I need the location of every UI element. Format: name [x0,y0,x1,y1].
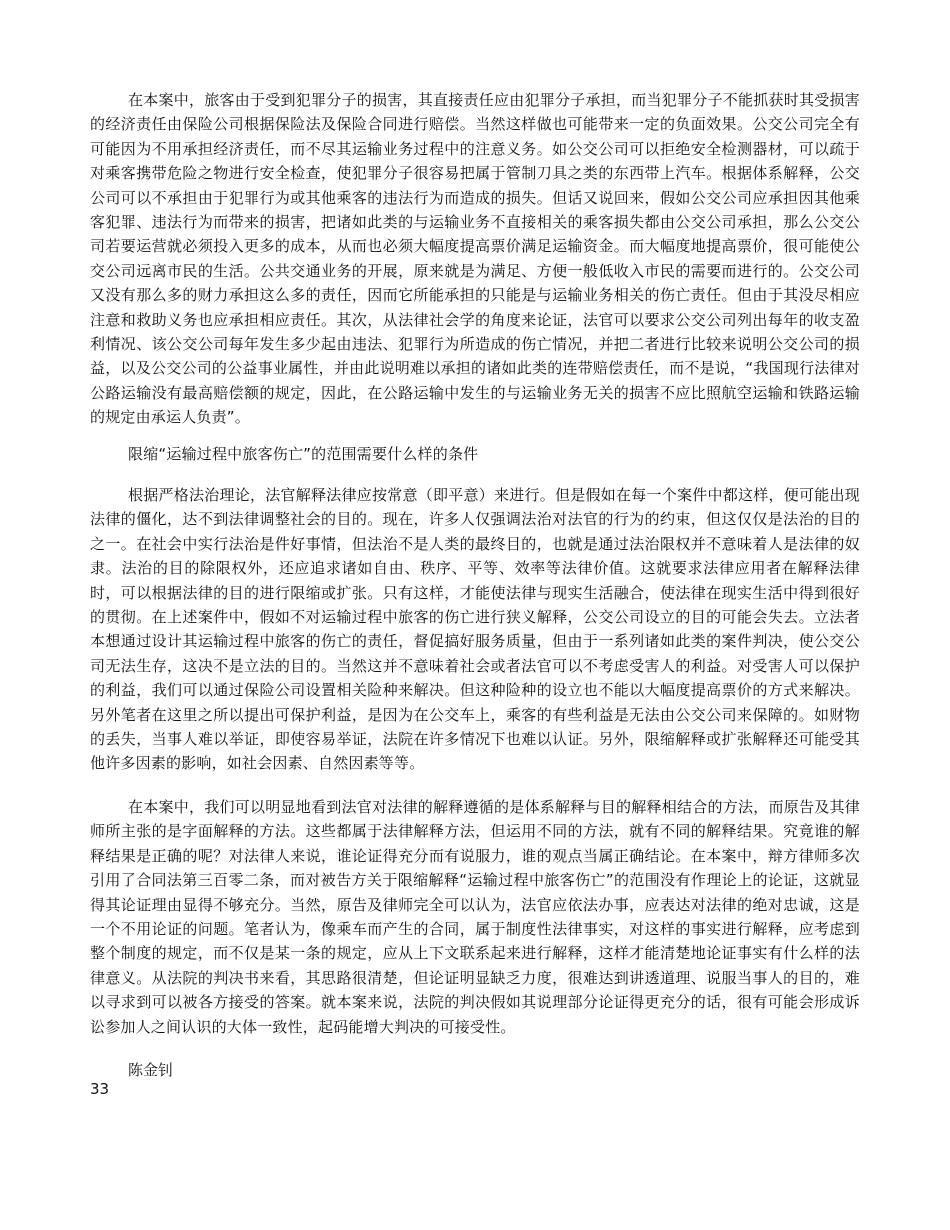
page-number: 33 [90,1080,110,1098]
paragraph-case-analysis: 在本案中，旅客由于受到犯罪分子的损害，其直接责任应由犯罪分子承担，而当犯罪分子不能抓获时其受损害的经济责任由保险公司根据保险法及保险合同进行赔偿。当然这样做也可能带来一定的负面效果。公交公司完全有可能因为不用承担经济责任，而不尽其运输业务过程中的注意义务。如公交公司可以拒绝安全检测器材，可以疏于对乘客携带危险之物进行安全检查，使犯罪分子很容易把属于管制刀具之类的东西带上汽车。根据体系解释，公交公司可以不承担由于犯罪行为或其他乘客的违法行为而造成的损失。但话又说回来，假如公交公司应承担因其他乘客犯罪、违法行为而带来的损害，把诸如此类的与运输业务不直接相关的乘客损失都由公交公司承担，那么公交公司若要运营就必须投入更多的成本，从而也必须大幅度提高票价满足运输资金。而大幅度地提高票价，很可能使公交公司远离市民的生活。公共交通业务的开展，原来就是为满足、方便一般低收入市民的需要而进行的。公交公司又没有那么多的财力承担这么多的责任，因而它所能承担的只能是与运输业务相关的伤亡责任。但由于其没尽相应注意和救助义务也应承担相应责任。其次，从法律社会学的角度来论证，法官可以要求公交公司列出每年的收支盈利情况、该公交公司每年发生多少起由违法、犯罪行为所造成的伤亡情况，并把二者进行比较来说明公交公司的损益，以及公交公司的公益事业属性，并由此说明难以承担的诸如此类的连带赔偿责任，而不是说，“我国现行法律对公路运输没有最高赔偿额的规定，因此，在公路运输中发生的与运输业务无关的损害不应比照航空运输和铁路运输的规定由承运人负责”。 [90,91,860,427]
paragraph-interpretation-methods: 在本案中，我们可以明显地看到法官对法律的解释遵循的是体系解释与目的解释相结合的方法，而原告及其律师所主张的是字面解释的方法。这些都属于法律解释方法，但运用不同的方法，就有不同的解释结果。究竟谁的解释结果是正确的呢？对法律人来说，谁论证得充分而有说服力，谁的观点当属正确结论。在本案中，辩方律师多次引用了合同法第三百零二条，而对被告方关于限缩解释“运输过程中旅客伤亡”的范围没有作理论上的论证，这就显得其论证理由显得不够充分。当然，原告及律师完全可以认为，法官应依法办事，应表达对法律的绝对忠诚，这是一个不用论证的问题。笔者认为，像乘车而产生的合同，属于制度性法律事实，对这样的事实进行解释，应考虑到整个制度的规定，而不仅是某一条的规定，应从上下文联系起来进行解释，这样才能清楚地论证事实有什么样的法律意义。从法院的判决书来看，其思路很清楚，但论证明显缺乏力度，很难达到讲透道理、说服当事人的目的，难以寻求到可以被各方接受的答案。就本案来说，法院的判决假如其说理部分论证得更充分的话，很有可能会形成诉讼参加人之间认识的大体一致性，起码能增大判决的可接受性。 [90,798,860,1036]
paragraph-rule-of-law: 根据严格法治理论，法官解释法律应按常意（即平意）来进行。但是假如在每一个案件中都这样，便可能出现法律的僵化，达不到法律调整社会的目的。现在，许多人仅强调法治对法官的行为的约束，但这仅仅是法治的目的之一。在社会中实行法治是件好事情，但法治不是人类的最终目的，也就是通过法治限权并不意味着人是法律的奴隶。法治的目的除限权外，还应追求诸如自由、秩序、平等、效率等法律价值。这就要求法律应用者在解释法律时，可以根据法律的目的进行限缩或扩张。只有这样，才能使法律与现实生活融合，使法律在现实生活中得到很好的贯彻。在上述案件中，假如不对运输过程中旅客的伤亡进行狭义解释，公交公司设立的目的可能会失去。立法者本想通过设计其运输过程中旅客的伤亡的责任，督促搞好服务质量，但由于一系列诸如此类的案件判决，使公交公司无法生存，这决不是立法的目的。当然这并不意味着社会或者法官可以不考虑受害人的利益。对受害人可以保护的利益，我们可以通过保险公司设置相关险种来解决。但这种险种的设立也不能以大幅度提高票价的方式来解决。另外笔者在这里之所以提出可保护利益，是因为在公交车上，乘客的有些利益是无法由公交公司来保障的。如财物的丢失，当事人难以举证，即使容易举证，法院在许多情况下也难以认证。另外，限缩解释或扩张解释还可能受其他许多因素的影响，如社会因素、自然因素等等。 [90,486,860,773]
author-signature: 陈金钊 [128,1061,174,1079]
section-heading: 限缩“运输过程中旅客伤亡”的范围需要什么样的条件 [128,445,479,463]
